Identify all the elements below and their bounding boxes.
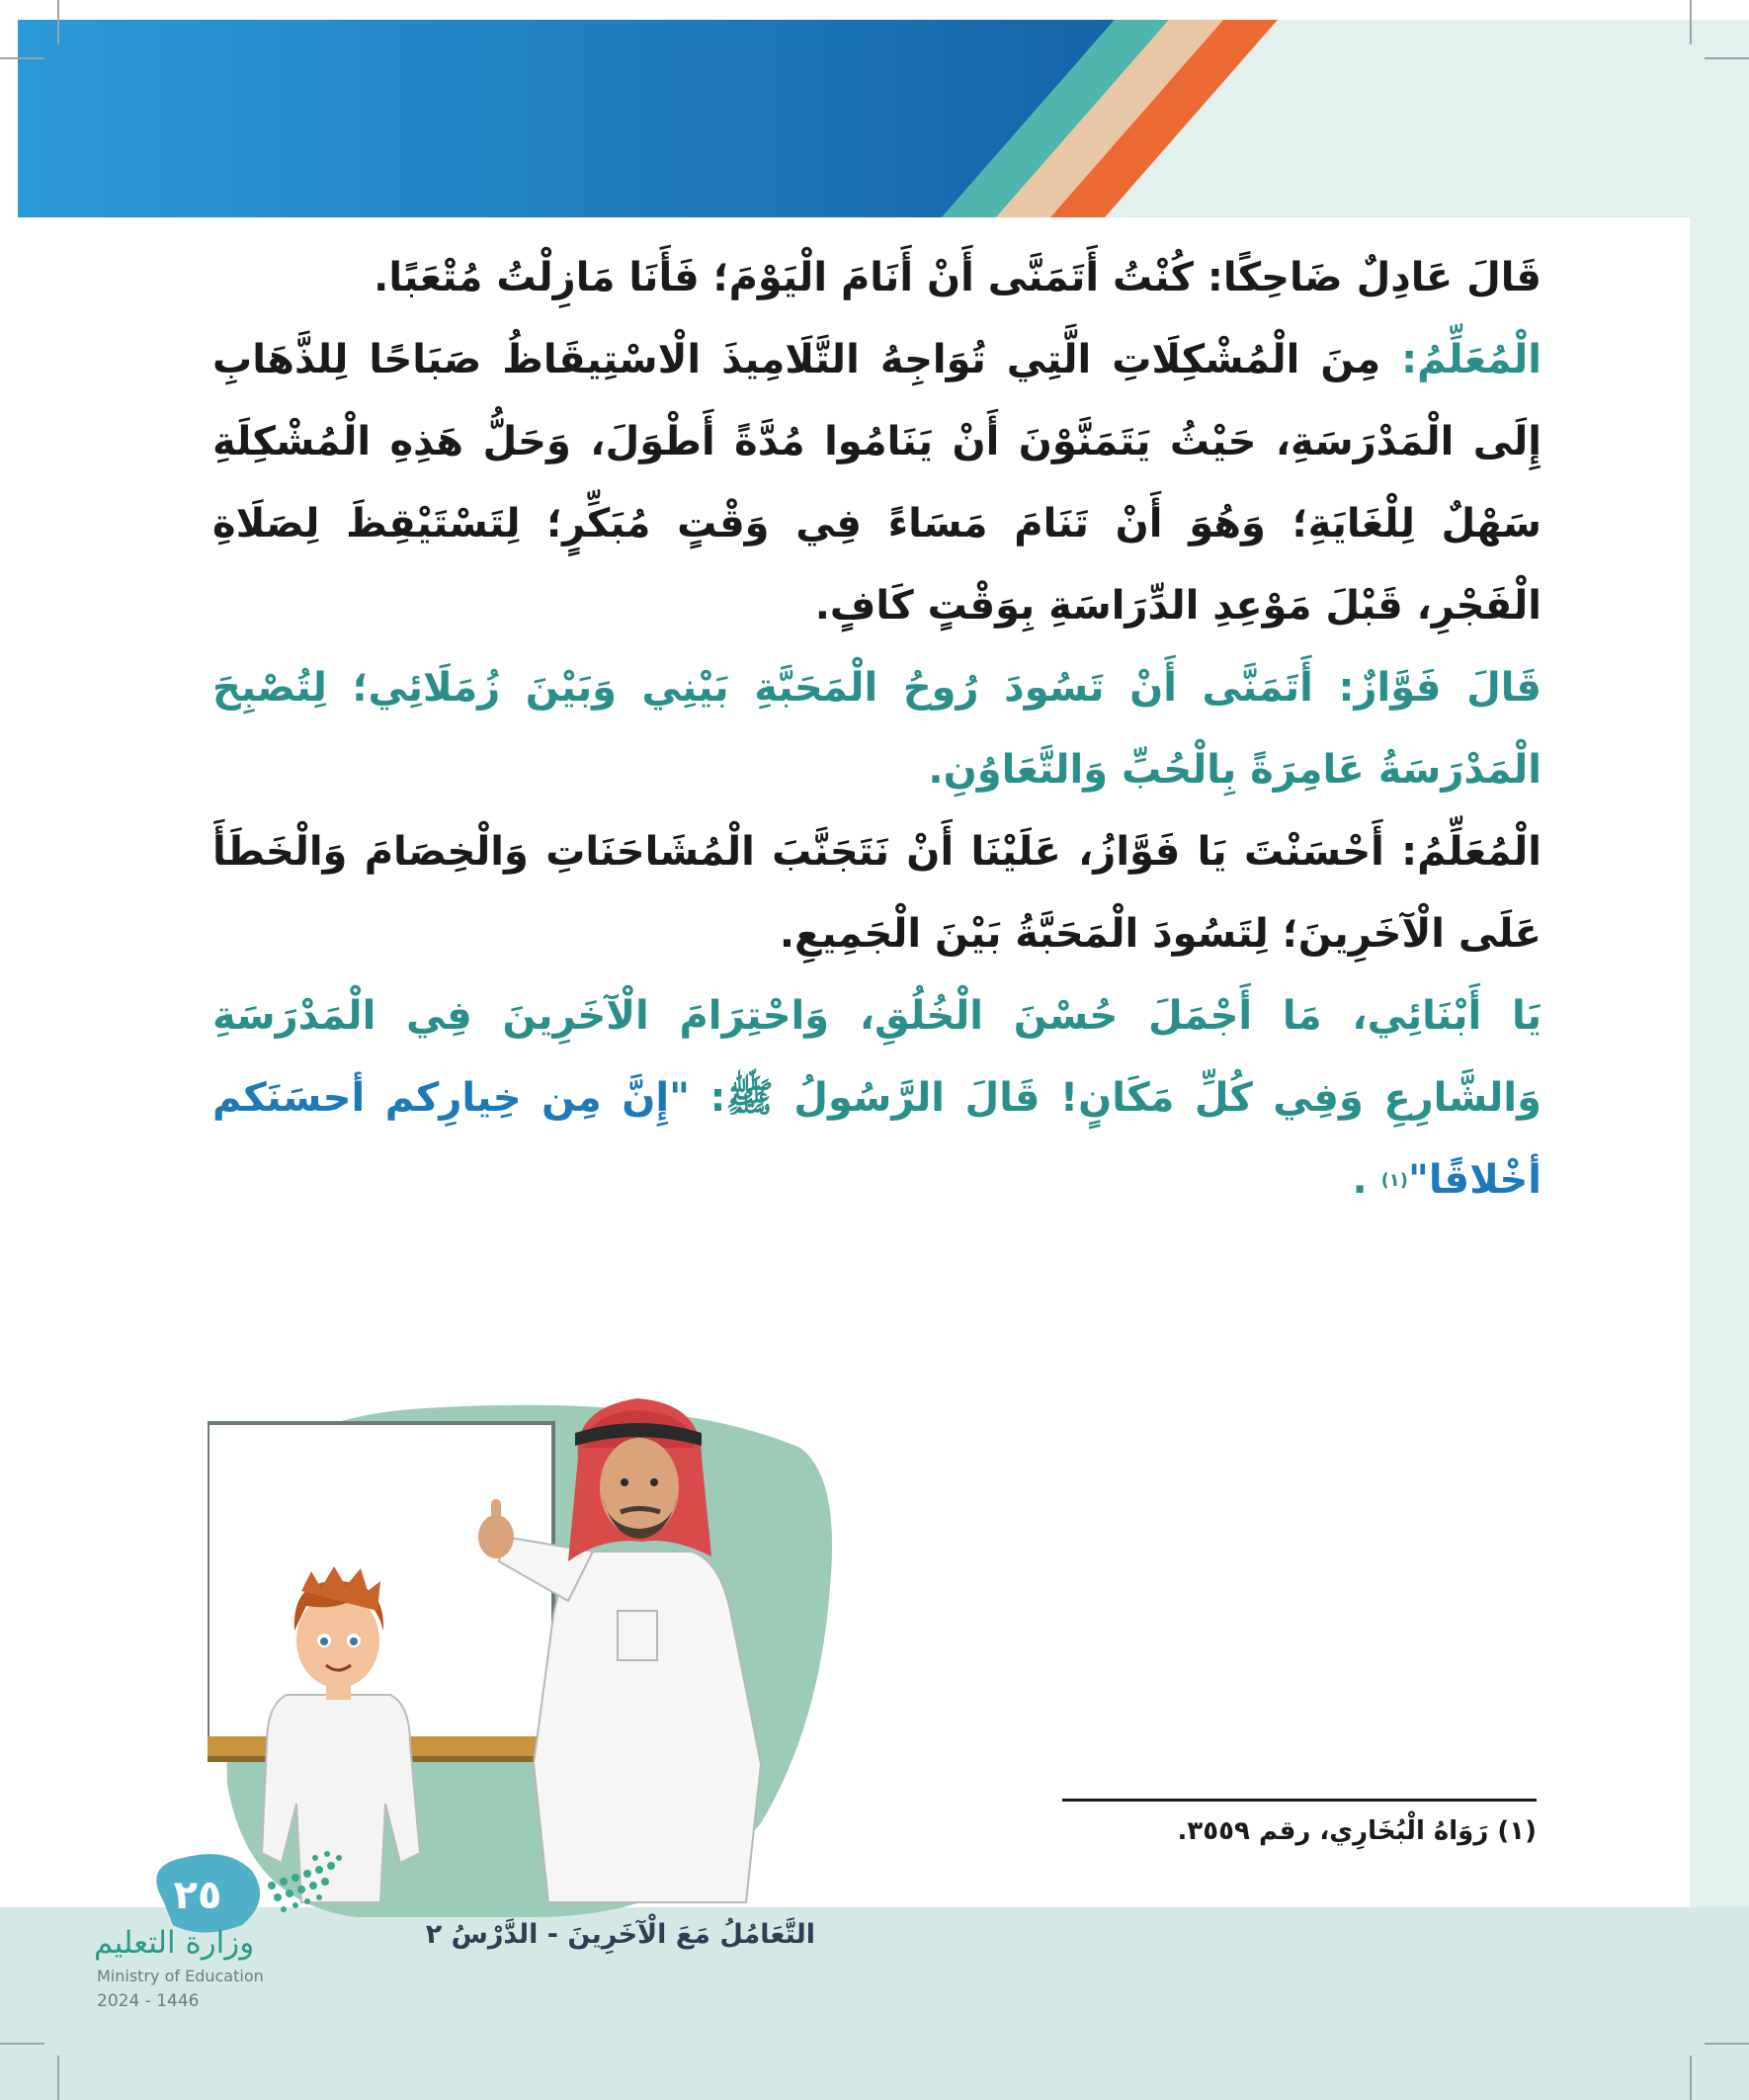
teacher-speech-1: مِنَ الْمُشْكِلَاتِ الَّتِي تُوَاجِهُ التَّلَامِيذَ الْاسْتِيقَاظُ صَبَاحًا لِلذَّهَابِ إِلَى الْمَدْرَسَةِ، حَيْثُ يَتَمَنَّوْنَ أَنْ يَنَامُوا مُدَّةً أَطْوَلَ، وَحَلُّ هَذِهِ الْمُشْكِلَةِ سَهْلٌ لِلْغَايَةِ؛ وَهُوَ أَنْ تَنَامَ مَسَاءً فِي وَقْتٍ مُبَكِّرٍ؛ لِتَسْتَيْقِظَ لِصَلَاةِ الْفَجْرِ، قَبْلَ مَوْعِدِ الدِّرَاسَةِ بِوَقْتٍ كَافٍ. [212,337,1541,629]
crop-mark [1690,0,1692,44]
speaker-teacher-label: الْمُعَلِّمُ: [1380,337,1541,382]
crop-mark [1705,2043,1749,2045]
page-number: ٢٥ [173,1873,222,1918]
footer-lesson-title: التَّعَامُلُ مَعَ الْآخَرِينَ - الدَّرْسُ ٢ [425,1919,815,1950]
edition-year: 2024 - 1446 [97,1991,200,2011]
crop-mark [1690,2056,1692,2100]
header-blue-shape [18,20,1115,217]
right-mint-margin [1690,0,1749,2100]
paragraph-teacher-2 [212,811,1541,975]
conclusion-text: يَا أَبْنَائِي، مَا أَجْمَلَ حُسْنَ الْخُلُقِ، وَاحْتِرَامَ الْآخَرِينَ فِي الْمَدْرَسَةِ وَالشَّارِعِ وَفِي كُلِّ مَكَانٍ! قَالَ الرَّسُولُ ﷺ: [212,993,1541,1121]
conclusion-end: . [1352,1157,1381,1203]
crop-mark [0,57,44,59]
classroom-illustration [208,1388,835,1917]
crop-mark [1705,57,1749,59]
paragraph-conclusion [212,975,1541,1221]
adel-speech: قَالَ عَادِلٌ ضَاحِكًا: كُنْتُ أَتَمَنَّى أَنْ أَنَامَ الْيَوْمَ؛ فَأَنَا مَازِلْتُ مُتْعَبًا. [374,255,1541,300]
fawaz-speech: قَالَ فَوَّازٌ: أَتَمَنَّى أَنْ تَسُودَ رُوحُ الْمَحَبَّةِ بَيْنِي وَبَيْنَ زُمَلَائِي؛ لِتُصْبِحَ الْمَدْرَسَةُ عَامِرَةً بِالْحُبِّ وَالتَّعَاوُنِ. [212,665,1541,793]
crop-mark [57,0,59,44]
crop-mark [0,2043,44,2045]
header-banner-graphic [18,20,1690,217]
paragraph-adel [212,237,1541,319]
hadith-quote: "إِنَّ مِن خِيارِكم أحسَنَكم أخْلاقًا" [212,1075,1541,1203]
footnote-ref: (١) [1380,1170,1409,1191]
footnote-divider [1062,1799,1537,1802]
teacher-student-image [208,1388,835,1917]
header-banner [18,20,1690,217]
footnote: (١) رَوَاهُ الْبُخَارِي، رقم ٣٥٥٩. [1177,1816,1537,1846]
teacher-speech-2: الْمُعَلِّمُ: أَحْسَنْتَ يَا فَوَّازُ، عَلَيْنَا أَنْ نَتَجَنَّبَ الْمُشَاحَنَاتِ وَالْخِصَامَ وَالْخَطَأَ عَلَى الْآخَرِينَ؛ لِتَسُودَ الْمَحَبَّةُ بَيْنَ الْجَمِيعِ. [212,829,1541,957]
paragraph-fawaz [212,647,1541,811]
crop-mark [57,2056,59,2100]
lesson-body-text [212,237,1541,1221]
logo-dots [268,1851,342,1912]
ministry-name-english: Ministry of Education [97,1967,264,1985]
paragraph-teacher-1 [212,319,1541,647]
ministry-name-arabic: وزارة التعليم [94,1925,255,1961]
top-white-strip [0,0,1749,20]
